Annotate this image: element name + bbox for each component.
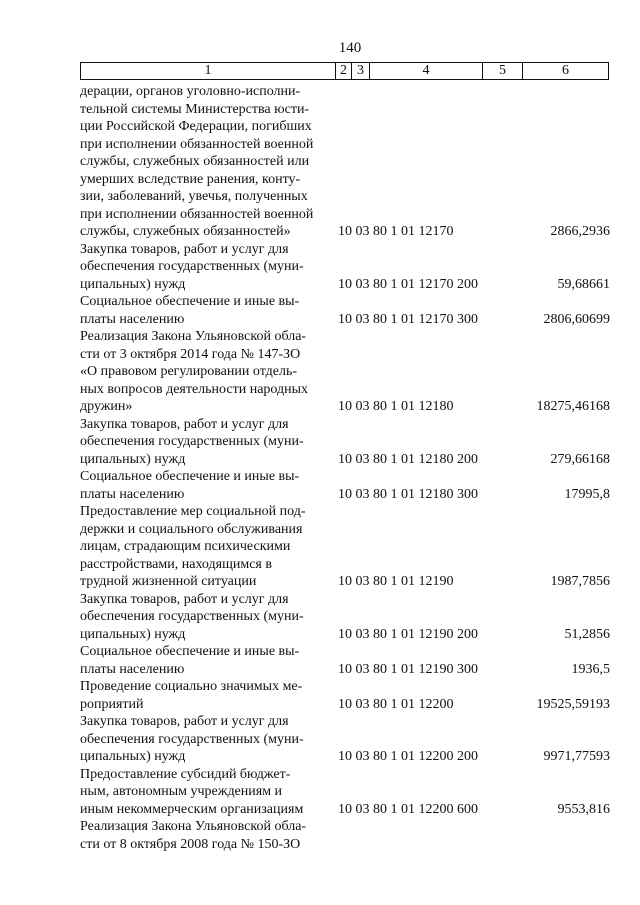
description-line: Предоставление субсидий бюджет- [80,766,291,782]
description-line: иным некоммерческим организациям [80,801,304,817]
description-line: Закупка товаров, работ и услуг для [80,591,289,607]
description-line: дружин» [80,399,133,414]
description-line: «О правовом регулировании отдель- [80,364,297,379]
description-line: дерации, органов уголовно-исполни- [80,84,301,99]
description-line: при исполнении обязанностей военной [80,136,314,152]
budget-classification-code: 10 03 80 1 01 12170 [338,224,454,239]
description-line: ципальных) нужд [80,749,186,764]
table-row [80,468,610,503]
description-line: ным, автономным учреждениям и [80,784,283,799]
description-line: Социальное обеспечение и иные вы- [80,644,300,659]
description-line: Социальное обеспечение и иные вы- [80,469,300,484]
row-description [80,416,330,469]
description-line: ципальных) нужд [80,451,186,467]
description-line: Социальное обеспечение и иные вы- [80,294,300,309]
description-line: Реализация Закона Ульяновской обла- [80,329,307,344]
table-row [80,766,610,819]
description-line: ципальных) нужд [80,276,186,292]
row-description [80,766,330,819]
table-row [80,678,610,713]
column-header-4: 4 [370,63,483,80]
column-header-table [80,62,609,80]
budget-classification-code: 10 03 80 1 01 12190 300 [338,661,478,677]
amount-value: 19525,59193 [536,696,610,712]
description-line: платы населению [80,661,185,677]
description-line: тельной системы Министерства юсти- [80,101,310,117]
table-row [80,591,610,644]
row-description [80,503,330,591]
column-header-1: 1 [81,63,336,80]
description-line: ципальных) нужд [80,626,186,642]
budget-classification-code: 10 03 80 1 01 12200 200 [338,749,478,764]
description-line: обеспечения государственных (муни- [80,731,304,747]
description-line: платы населению [80,311,185,327]
budget-classification-code: 10 03 80 1 01 12180 [338,399,454,414]
description-line: роприятий [80,696,144,712]
row-description [80,468,330,503]
budget-classification-code: 10 03 80 1 01 12190 200 [338,626,478,642]
description-line: зии, заболеваний, увечья, полученных [80,189,308,204]
amount-value: 279,66168 [550,451,610,467]
budget-classification-code: 10 03 80 1 01 12190 [338,574,454,589]
table-row [80,241,610,294]
description-line: при исполнении обязанностей военной [80,206,314,222]
column-header-row [81,63,609,80]
description-line: лицам, страдающим психическими [80,539,291,554]
description-line: Предоставление мер социальной под- [80,504,306,519]
amount-value: 9553,816 [557,801,610,817]
row-description [80,328,330,416]
description-line: обеспечения государственных (муни- [80,609,304,624]
amount-value: 18275,46168 [536,399,610,414]
row-description [80,678,330,713]
column-header-6: 6 [523,63,609,80]
amount-value: 9971,77593 [543,749,610,764]
amount-value: 2866,2936 [550,224,610,239]
amount-value: 2806,60699 [543,311,610,327]
table-row [80,83,610,241]
description-line: сти от 3 октября 2014 года № 147-ЗО [80,346,301,362]
description-line: умерших вследствие ранения, конту- [80,171,301,187]
column-header-3: 3 [352,63,370,80]
description-line: обеспечения государственных (муни- [80,434,304,449]
row-description [80,591,330,644]
amount-value: 17995,8 [564,486,610,502]
description-line: Закупка товаров, работ и услуг для [80,416,289,432]
row-description [80,713,330,766]
description-line: Проведение социально значимых ме- [80,679,303,694]
table-row [80,293,610,328]
budget-classification-code: 10 03 80 1 01 12200 600 [338,801,478,817]
amount-value: 1936,5 [571,661,610,677]
description-line: службы, служебных обязанностей или [80,154,310,169]
table-row [80,643,610,678]
budget-classification-code: 10 03 80 1 01 12180 200 [338,451,478,467]
budget-classification-code: 10 03 80 1 01 12170 200 [338,276,478,292]
budget-classification-code: 10 03 80 1 01 12200 [338,696,454,712]
column-header-2: 2 [336,63,352,80]
table-row [80,328,610,416]
table-row [80,713,610,766]
description-line: сти от 8 октября 2008 года № 150-ЗО [80,836,301,852]
description-line: службы, служебных обязанностей» [80,224,291,239]
row-description [80,293,330,328]
row-description [80,83,330,241]
description-line: расстройствами, находящимся в [80,556,272,572]
budget-classification-code: 10 03 80 1 01 12180 300 [338,486,478,502]
amount-value: 59,68661 [557,276,610,292]
row-description [80,241,330,294]
page-number: 140 [338,40,362,56]
description-line: ции Российской Федерации, погибших [80,119,312,134]
description-line: трудной жизненной ситуации [80,574,257,589]
description-line: держки и социального обслуживания [80,521,303,537]
description-line: платы населению [80,486,185,502]
amount-value: 1987,7856 [550,574,610,589]
table-row [80,818,610,853]
description-line: Закупка товаров, работ и услуг для [80,241,289,257]
description-line: Закупка товаров, работ и услуг для [80,714,289,729]
amount-value: 51,2856 [564,626,610,642]
row-description [80,818,330,853]
table-row [80,503,610,591]
description-line: обеспечения государственных (муни- [80,259,304,274]
table-row [80,416,610,469]
budget-classification-code: 10 03 80 1 01 12170 300 [338,311,478,327]
description-line: ных вопросов деятельности народных [80,381,309,397]
row-description [80,643,330,678]
column-header-5: 5 [483,63,523,80]
description-line: Реализация Закона Ульяновской обла- [80,819,307,834]
